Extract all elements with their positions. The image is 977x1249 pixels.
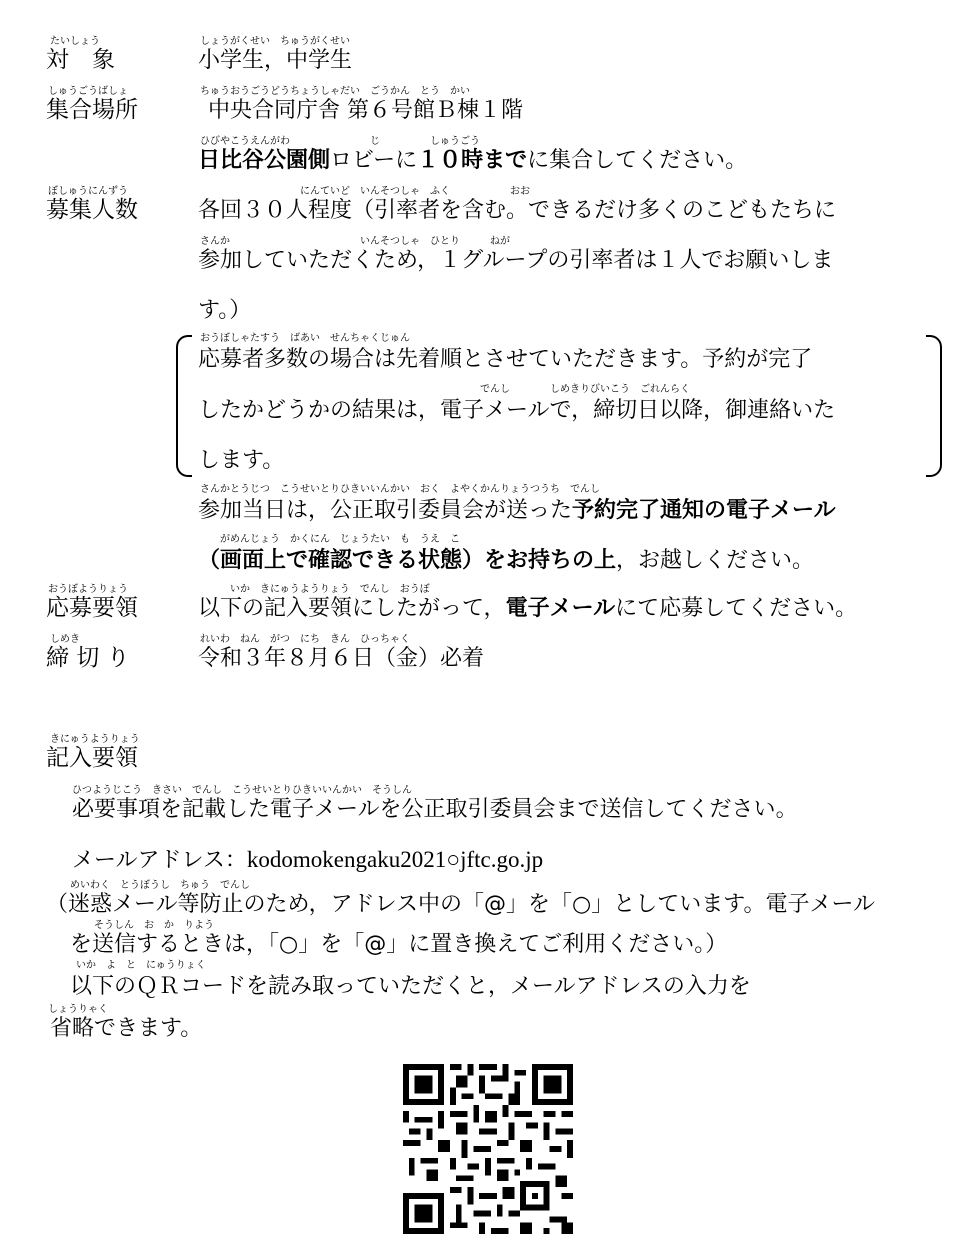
capacity-label: 募集人数 — [46, 197, 138, 223]
line-ruby: めいわく とうぼうし ちゅう でんし — [70, 880, 250, 891]
label-ruby: ぼしゅうにんずう — [48, 186, 128, 197]
application-value — [198, 597, 857, 621]
day-of-line-2 — [198, 549, 814, 573]
deadline-label: 締 切 り — [46, 645, 130, 671]
qr-line-1: 以下のＱＲコードを読み取っていただくと，メールアドレスの入力を — [70, 974, 751, 999]
address-value: kodomokengaku2021○jftc.go.jp — [246, 847, 544, 872]
notice-line-3: します。 — [198, 448, 285, 473]
meeting-place-detail — [198, 149, 747, 173]
deadline-value: 令和３年８月６日（金）必着 — [198, 646, 485, 671]
label-ruby: きにゅうようりょう — [50, 734, 140, 745]
line-ruby: ひびやこうえんがわ じ しゅうごう — [200, 136, 480, 147]
bracket-right — [926, 335, 942, 477]
notice-line-2: したかどうかの結果は，電子メールで，締切日以降，御連絡いた — [198, 398, 836, 423]
line-ruby: いか きにゅうようりょう でんし おうぼ — [230, 584, 430, 595]
capacity-line-2: 参加していただくため，１グループの引率者は１人でお願いしま — [198, 248, 834, 273]
bold-text: １０時まで — [417, 148, 528, 173]
meeting-place-label: 集合場所 — [46, 97, 138, 123]
entry-note-1: （迷惑メール等防止のため，アドレス中の「@」を「○」としています。電子メール — [46, 892, 876, 917]
line-ruby: でんし しめきりびいこう ごれんらく — [480, 384, 690, 395]
line-ruby: ひつようじこう きさい でんし こうせいとりひきいいんかい そうしん — [72, 785, 412, 796]
target-value: 小学生，中学生 — [198, 48, 353, 73]
plain-text: に集合してください。 — [527, 148, 748, 173]
line-ruby: がめんじょう かくにん じょうたい も うえ こ — [220, 534, 460, 545]
label-ruby: たいしょう — [50, 36, 100, 47]
line-ruby: いか よ と にゅうりょく — [76, 960, 206, 971]
notice-line-1: 応募者多数の場合は先着順とさせていただきます。予約が完了 — [198, 347, 813, 372]
application-label: 応募要領 — [46, 595, 138, 621]
value-ruby: ちゅうおうごうどうちょうしゃだい ごうかん とう かい — [200, 86, 470, 97]
plain-text: にて応募してください。 — [615, 596, 858, 621]
capacity-line-1: 各回３０人程度（引率者を含む。できるだけ多くのこどもたちに — [198, 198, 837, 223]
entry-note-2: を送信するときは，「○」を「@」に置き換えてご利用ください。） — [70, 932, 728, 957]
line-ruby: にんていど いんそつしゃ ふく おお — [300, 186, 530, 197]
entry-label: 記入要領 — [46, 745, 138, 771]
label-ruby: おうぼようりょう — [48, 584, 128, 595]
bracket-left — [176, 335, 192, 477]
plain-text: 参加当日は，公正取引委員会が送った — [198, 498, 573, 523]
plain-text: ，お越しください。 — [616, 548, 815, 573]
qr-line-2: 省略できます。 — [50, 1016, 203, 1041]
qr-code-icon — [403, 1064, 573, 1234]
line-ruby: れいわ ねん がつ にち きん ひっちゃく — [200, 634, 410, 645]
label-ruby: しめき — [50, 634, 80, 645]
plain-text: 以下の記入要領にしたがって， — [198, 596, 506, 621]
bold-text: 予約完了通知の電子メール — [572, 498, 836, 523]
line-ruby: そうしん お か りよう — [94, 920, 214, 931]
bold-text: （画面上で確認できる状態）をお持ちの上 — [198, 548, 617, 573]
value-ruby: しょうがくせい ちゅうがくせい — [200, 36, 350, 47]
address-label: メールアドレス： — [72, 848, 247, 873]
plain-text: ロビーに — [330, 148, 418, 173]
line-ruby: おうぼしゃたすう ばあい せんちゃくじゅん — [200, 333, 410, 344]
meeting-place-value: 中央合同庁舎 第６号館Ｂ棟１階 — [208, 98, 523, 123]
entry-line-1: 必要事項を記載した電子メールを公正取引委員会まで送信してください。 — [72, 797, 798, 822]
day-of-line-1 — [198, 499, 836, 523]
line-ruby: しょうりゃく — [48, 1004, 108, 1015]
target-label: 対 象 — [46, 47, 115, 73]
capacity-line-3: す。） — [198, 298, 252, 323]
bold-text: 電子メール — [505, 596, 616, 621]
bold-text: 日比谷公園側 — [198, 148, 331, 173]
line-ruby: さんか いんそつしゃ ひとり ねが — [200, 236, 510, 247]
line-ruby: さんかとうじつ こうせいとりひきいいんかい おく よやくかんりょうつうち でんし — [200, 484, 600, 495]
email-address — [72, 848, 543, 873]
label-ruby: しゅうごうばしょ — [48, 86, 128, 97]
